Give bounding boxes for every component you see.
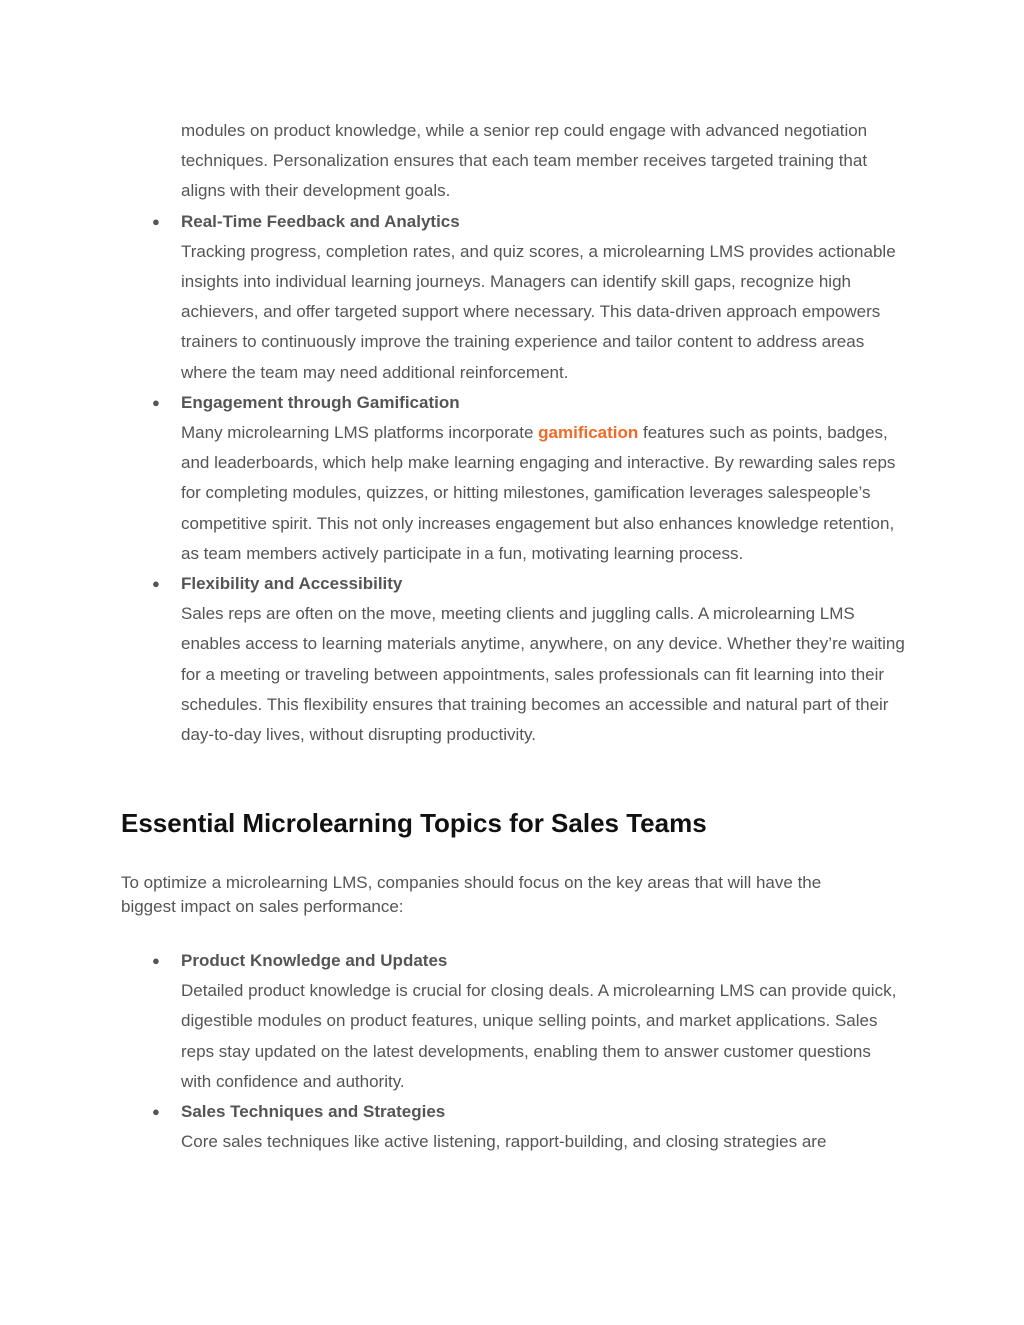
body-text-before-link: Many microlearning LMS platforms incorporate <box>181 423 539 443</box>
item-title: Flexibility and Accessibility <box>181 574 403 594</box>
item-title: Product Knowledge and Updates <box>181 951 448 970</box>
bullet-icon: ● <box>152 953 160 968</box>
body-text-after-link: features such as points, badges, and leaderboards, which help make learning engaging and interactive. By rewarding sales reps for completing modules, quizzes, or hitting milestones, gamification leverages salespeople’s competitive spirit. This not only increases engagement but also enhances knowledge retention, as team members actively participate in a fun, motivating learning process. <box>181 423 896 563</box>
item-body: Sales reps are often on the move, meeting clients and juggling calls. A microlearning LMS enables access to learning materials anytime, anywhere, on any device. Whether they’re waiting for a meeting or traveling between appointments, sales professionals can fit learning into their schedules. This flexibility ensures that training becomes an accessible and natural part of their day-to-day lives, without disrupting productivity. <box>181 604 905 745</box>
item-title: Real-Time Feedback and Analytics <box>181 211 460 231</box>
bullet-icon: ● <box>152 1104 160 1120</box>
list-item-product-knowledge <box>0 946 1024 1097</box>
list-item-sales-techniques <box>0 1097 1024 1157</box>
list-item-flexibility <box>0 569 1024 750</box>
bullet-icon: ● <box>152 213 160 229</box>
section-intro: To optimize a microlearning LMS, companies should focus on the key areas that will have the biggest impact on sales performance: <box>121 873 822 916</box>
topics-list <box>0 946 1024 1157</box>
item-body <box>0 418 905 569</box>
section-heading: Essential Microlearning Topics for Sales Teams <box>121 808 707 838</box>
item-body: Detailed product knowledge is crucial for closing deals. A microlearning LMS can provide quick, digestible modules on product features, unique selling points, and market applications. Sales reps stay updated on the latest developments, enabling them to answer customer questions with confidence and authority. <box>181 981 897 1091</box>
gamification-link[interactable]: gamification <box>538 423 639 443</box>
item-title: Sales Techniques and Strategies <box>181 1102 446 1122</box>
item-body: Tracking progress, completion rates, and quiz scores, a microlearning LMS provides actionable insights into individual learning journeys. Managers can identify skill gaps, recognize high achievers, and offer targeted support where necessary. This data-driven approach empowers trainers to continuously improve the training experience and tailor content to address areas where the team may need additional reinforcement. <box>181 241 896 382</box>
item-title: Engagement through Gamification <box>181 392 460 412</box>
list-item-real-time-feedback <box>0 207 1024 388</box>
list-item-continuation <box>0 116 1024 207</box>
bullet-icon: ● <box>152 576 160 592</box>
item-body: Core sales techniques like active listening, rapport-building, and closing strategies are <box>181 1132 827 1152</box>
bullet-icon: ● <box>152 394 160 410</box>
benefits-list <box>0 116 1024 750</box>
continuation-text: modules on product knowledge, while a senior rep could engage with advanced negotiation techniques. Personalization ensures that each team member receives targeted training that aligns with their development goals. <box>181 121 868 201</box>
list-item-gamification <box>0 388 1024 569</box>
